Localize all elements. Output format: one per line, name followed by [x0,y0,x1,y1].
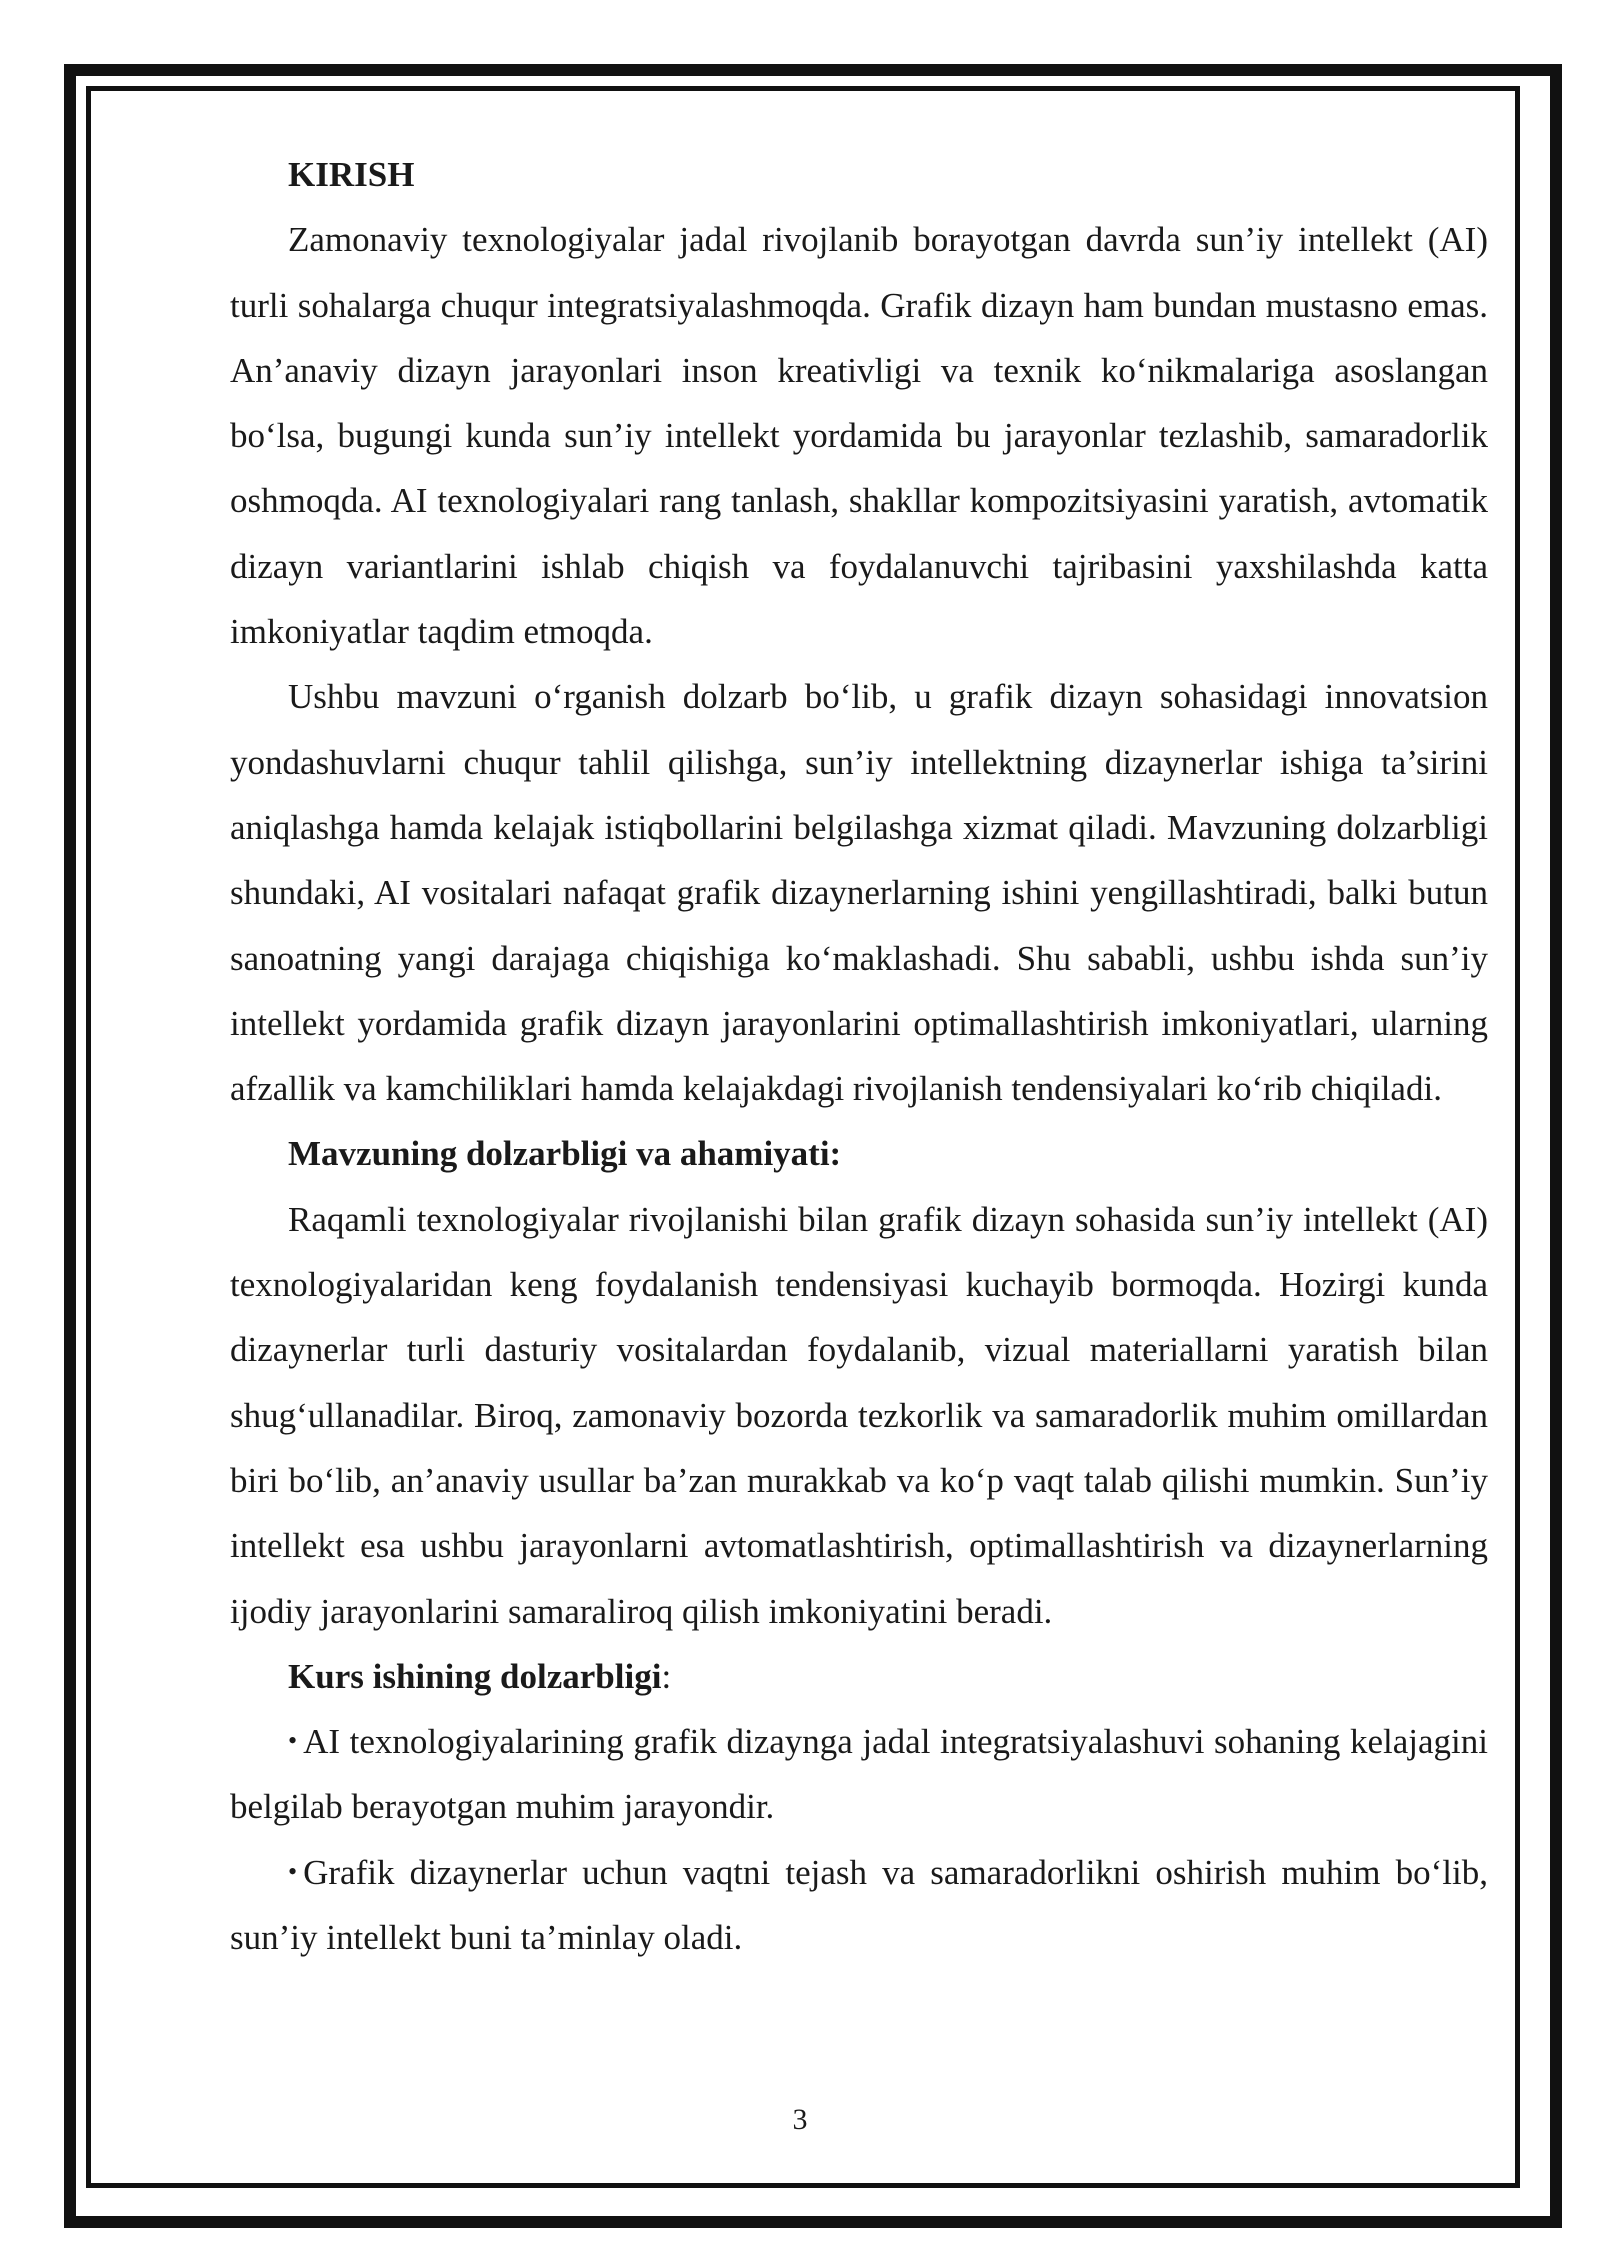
intro-paragraph-1: Zamonaviy texnologiyalar jadal rivojlanib borayotgan davrda sun’iy intellekt (AI) turli sohalarga chuqur integratsiyalashmoqda. Grafik dizayn ham bundan mustasno emas. An’anaviy dizayn jarayonlari inson kreativligi va texnik ko‘nikmalariga asoslangan bo‘lsa, bugungi kunda sun’iy intellekt yordamida bu jarayonlar tezlashib, samaradorlik oshmoqda. AI texnologiyalari rang tanlash, shakllar kompozitsiyasini yaratish, avtomatik dizayn variantlarini ishlab chiqish va foydalanuvchi tajribasini yaxshilashda katta imkoniyatlar taqdim etmoqda. [230,220,1488,652]
bullet-icon: • [288,1726,298,1756]
relevance-heading: Mavzuning dolzarbligi va ahamiyati: [288,1134,842,1174]
page-number: 3 [792,2103,808,2136]
course-relevance-heading: Kurs ishining dolzarbligi [288,1656,662,1696]
bullet-text-2: Grafik dizaynerlar uchun vaqtni tejash va samaradorlikni oshirish muhim bo‘lib, sun’iy intellekt buni ta’minlay oladi. [230,1852,1488,1958]
intro-paragraph-2: Ushbu mavzuni o‘rganish dolzarb bo‘lib, u grafik dizayn sohasidagi innovatsion yondashuvlarni chuqur tahlil qilishga, sun’iy intellektning dizaynerlar ishiga ta’sirini aniqlashga hamda kelajak istiqbollarini belgilashga xizmat qiladi. Mavzuning dolzarbligi shundaki, AI vositalari nafaqat grafik dizaynerlarning ishini yengillashtiradi, balki butun sanoatning yangi darajaga chiqishiga ko‘maklashadi. Shu sababli, ushbu ishda sun’iy intellekt yordamida grafik dizayn jarayonlarini optimallashtirish imkoniyatlari, ularning afzallik va kamchiliklari hamda kelajakdagi rivojlanish tendensiyalari ko‘rib chiqiladi. [230,677,1488,1109]
page-body [230,142,1488,1970]
bullet-item-1 [230,1709,1488,1840]
course-relevance-heading-line [230,1644,1488,1709]
section-title: KIRISH [288,155,415,194]
course-relevance-heading-colon: : [661,1656,672,1696]
bullet-text-1: AI texnologiyalarining grafik dizaynga jadal integratsiyalashuvi sohaning kelajagini belgilab berayotgan muhim jarayondir. [230,1722,1488,1827]
bullet-item-2 [230,1840,1488,1971]
relevance-paragraph: Raqamli texnologiyalar rivojlanishi bilan grafik dizayn sohasida sun’iy intellekt (AI) texnologiyalaridan keng foydalanish tendensiyasi kuchayib bormoqda. Hozirgi kunda dizaynerlar turli dasturiy vositalardan foydalanib, vizual materiallarni yaratish bilan shug‘ullanadilar. Biroq, zamonaviy bozorda tezkorlik va samaradorlik muhim omillardan biri bo‘lib, an’anaviy usullar ba’zan murakkab va ko‘p vaqt talab qilishi mumkin. Sun’iy intellekt esa ushbu jarayonlarni avtomatlashtirish, optimallashtirish va dizaynerlarning ijodiy jarayonlarini samaraliroq qilish imkoniyatini beradi. [230,1199,1488,1631]
bullet-icon: • [288,1856,298,1886]
